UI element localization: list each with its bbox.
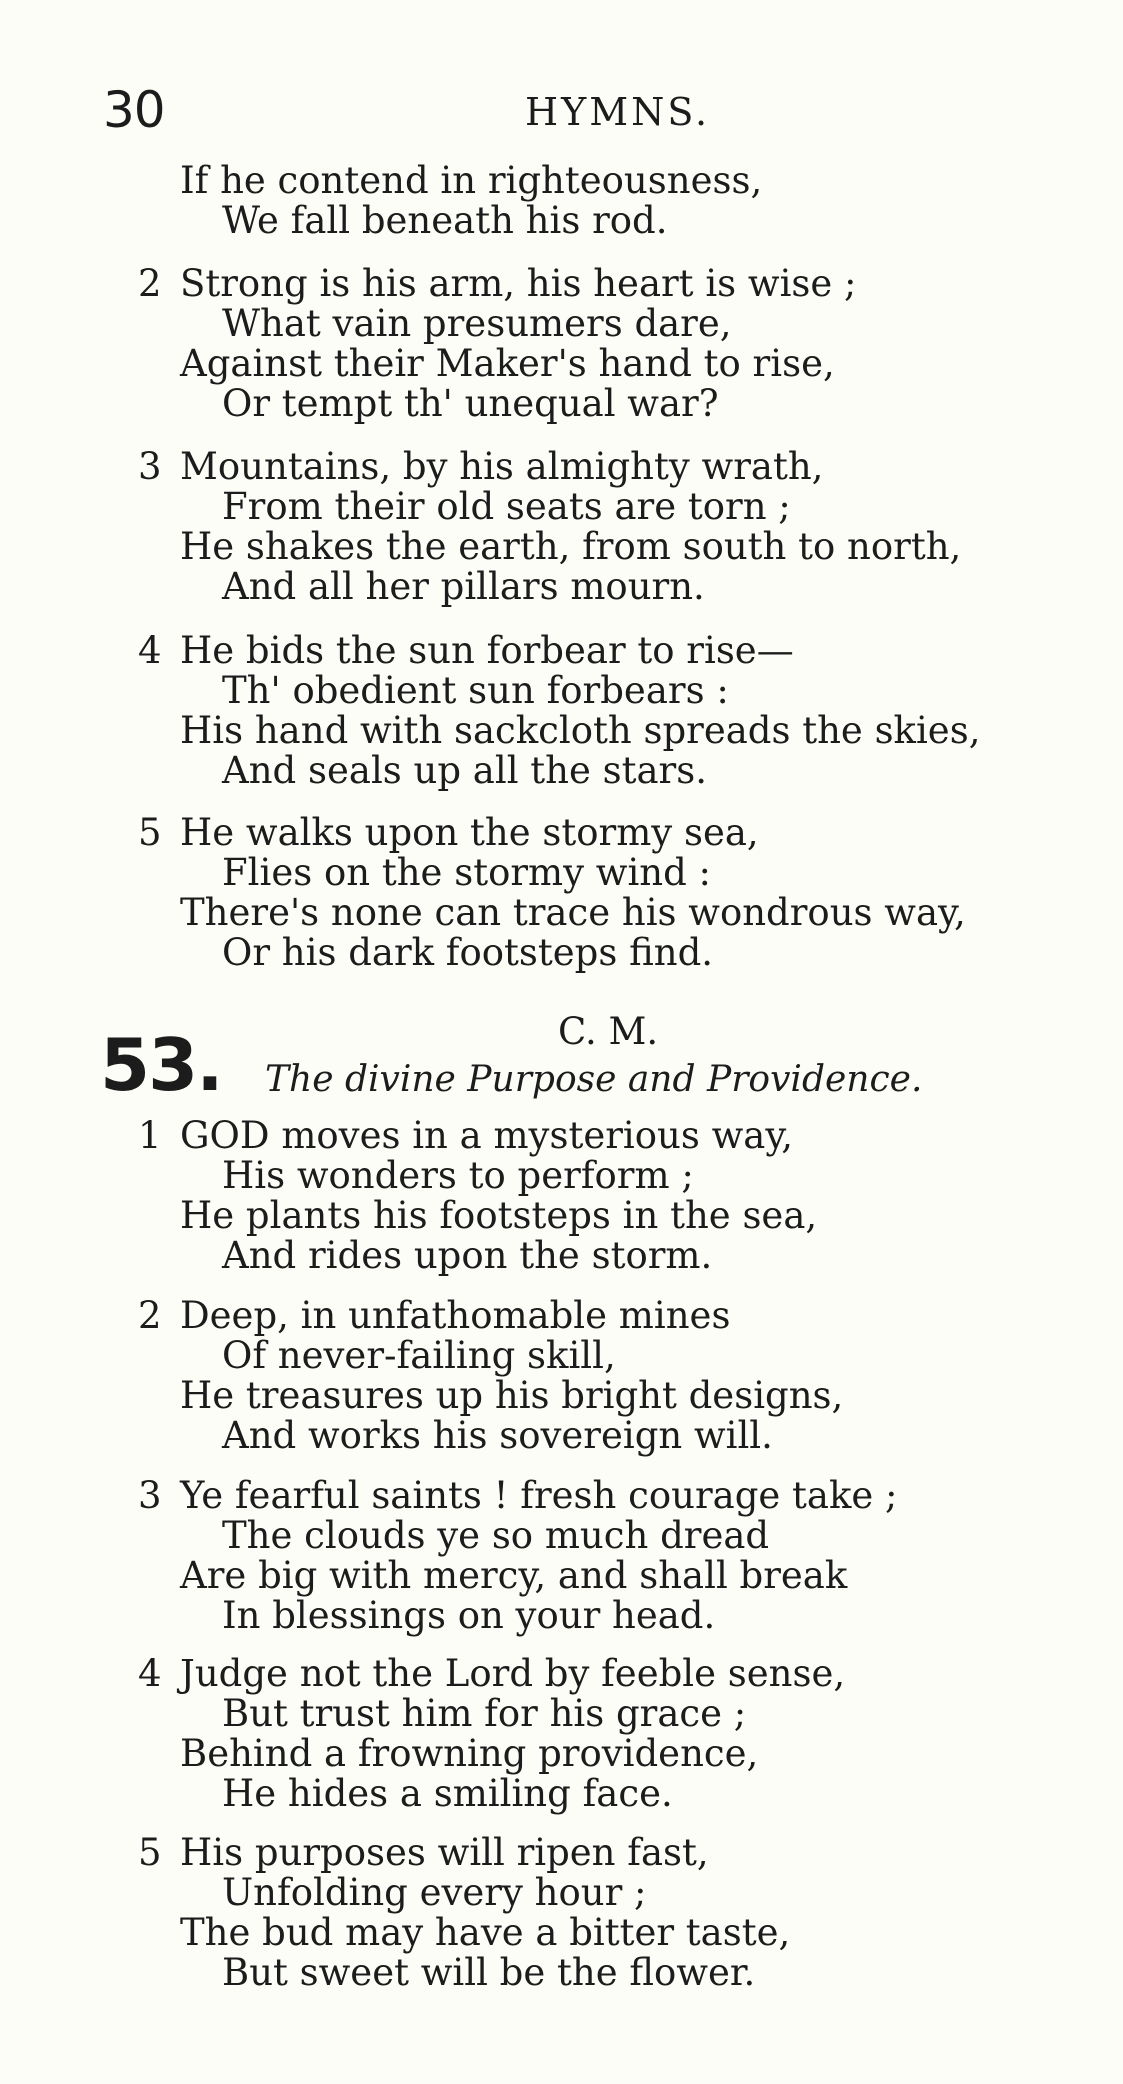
verse-line: But sweet will be the flower. xyxy=(222,1951,756,1994)
verse-line: Mountains, by his almighty wrath, xyxy=(180,445,824,488)
verse-number: 5 xyxy=(138,811,162,854)
verse-line: And seals up all the stars. xyxy=(222,749,707,792)
hymn-meter: C. M. xyxy=(558,1010,659,1053)
verse-line: Or his dark footsteps find. xyxy=(222,931,714,974)
verse-line: GOD moves in a mysterious way, xyxy=(180,1114,794,1157)
hymn-title: The divine Purpose and Providence. xyxy=(265,1059,923,1100)
verse-line: What vain presumers dare, xyxy=(222,302,732,345)
verse-line: His hand with sackcloth spreads the skies, xyxy=(180,709,981,752)
verse-line: From their old seats are torn ; xyxy=(222,485,791,528)
carryover-line: If he contend in righteousness, xyxy=(180,159,763,202)
verse-line: Or tempt th' unequal war? xyxy=(222,382,719,425)
verse-number: 5 xyxy=(138,1831,162,1874)
verse-line: And all her pillars mourn. xyxy=(222,565,705,608)
verse-number: 3 xyxy=(138,1474,162,1517)
verse-number: 1 xyxy=(138,1114,162,1157)
verse-line: He shakes the earth, from south to north, xyxy=(180,525,962,568)
page-number: 30 xyxy=(103,81,165,139)
verse-line: The bud may have a bitter taste, xyxy=(180,1911,791,1954)
verse-line: But trust him for his grace ; xyxy=(222,1692,747,1735)
verse-line: Judge not the Lord by feeble sense, xyxy=(180,1652,846,1695)
verse-line: His wonders to perform ; xyxy=(222,1154,694,1197)
verse-line: He bids the sun forbear to rise— xyxy=(180,629,794,672)
verse-line: He hides a smiling face. xyxy=(222,1772,673,1815)
verse-line: Ye fearful saints ! fresh courage take ; xyxy=(180,1474,898,1517)
verse-line: Strong is his arm, his heart is wise ; xyxy=(180,262,857,305)
verse-line: Unfolding every hour ; xyxy=(222,1871,647,1914)
verse-line: Deep, in unfathomable mines xyxy=(180,1294,731,1337)
running-head: HYMNS. xyxy=(525,90,711,134)
verse-line: There's none can trace his wondrous way, xyxy=(180,891,966,934)
verse-number: 2 xyxy=(138,262,162,305)
verse-line: He treasures up his bright designs, xyxy=(180,1374,844,1417)
verse-line: Behind a frowning providence, xyxy=(180,1732,759,1775)
carryover-line: We fall beneath his rod. xyxy=(222,199,668,242)
verse-line: The clouds ye so much dread xyxy=(222,1514,770,1557)
verse-number: 2 xyxy=(138,1294,162,1337)
verse-line: He plants his footsteps in the sea, xyxy=(180,1194,818,1237)
verse-line: Flies on the stormy wind : xyxy=(222,851,712,894)
verse-line: His purposes will ripen fast, xyxy=(180,1831,709,1874)
verse-number: 4 xyxy=(138,1652,162,1695)
verse-line: And rides upon the storm. xyxy=(222,1234,713,1277)
verse-line: Against their Maker's hand to rise, xyxy=(180,342,835,385)
verse-line: In blessings on your head. xyxy=(222,1594,716,1637)
verse-line: Of never-failing skill, xyxy=(222,1334,616,1377)
hymn-number: 53. xyxy=(100,1023,222,1107)
verse-line: Th' obedient sun forbears : xyxy=(222,669,729,712)
verse-line: And works his sovereign will. xyxy=(222,1414,773,1457)
verse-line: Are big with mercy, and shall break xyxy=(180,1554,848,1597)
verse-line: He walks upon the stormy sea, xyxy=(180,811,759,854)
verse-number: 4 xyxy=(138,629,162,672)
verse-number: 3 xyxy=(138,445,162,488)
